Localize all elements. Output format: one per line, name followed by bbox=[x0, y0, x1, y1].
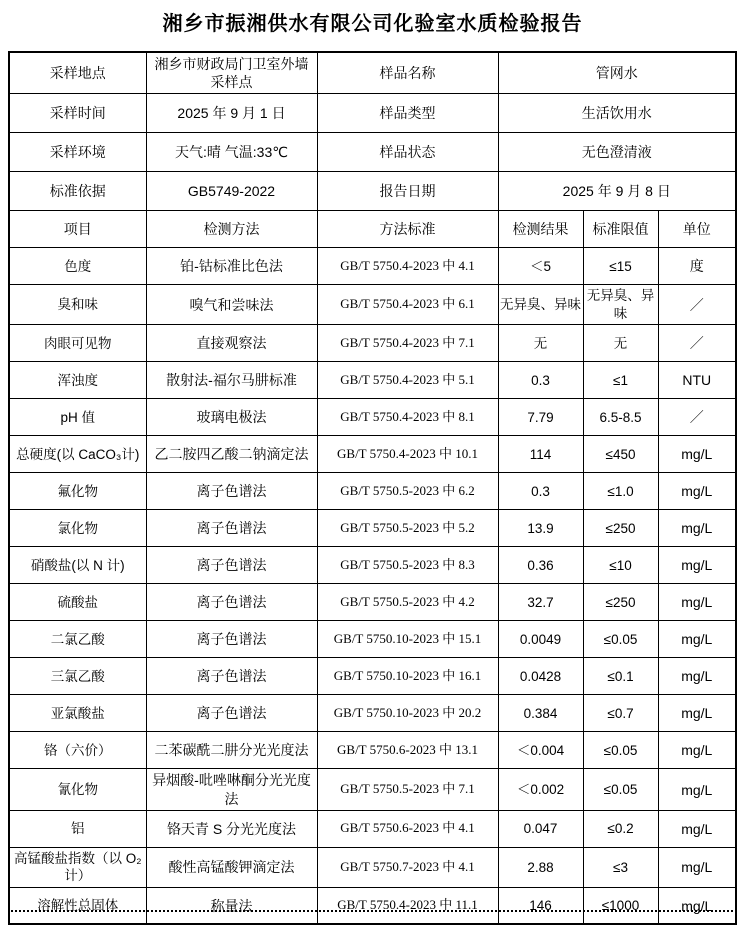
info-section bbox=[9, 52, 736, 248]
cell-item: 溶解性总固体 bbox=[9, 887, 146, 924]
cell-method: 离子色谱法 bbox=[146, 473, 317, 510]
table-row bbox=[9, 769, 736, 810]
cell-item: 二氯乙酸 bbox=[9, 621, 146, 658]
table-row bbox=[9, 510, 736, 547]
cell-standard: GB/T 5750.5-2023 中 6.2 bbox=[317, 473, 498, 510]
cell-item: 臭和味 bbox=[9, 285, 146, 325]
info-row bbox=[9, 133, 736, 172]
cell-method: 称量法 bbox=[146, 887, 317, 924]
cell-limit: ≤10 bbox=[583, 547, 658, 584]
cell-limit: ≤0.1 bbox=[583, 658, 658, 695]
cell-item: 氯化物 bbox=[9, 510, 146, 547]
table-row bbox=[9, 399, 736, 436]
table-row bbox=[9, 547, 736, 584]
cell-limit: ≤0.05 bbox=[583, 621, 658, 658]
cell-method: 离子色谱法 bbox=[146, 547, 317, 584]
cell-unit: mg/L bbox=[658, 732, 736, 769]
cell-item: 三氯乙酸 bbox=[9, 658, 146, 695]
cell-limit: ≤250 bbox=[583, 510, 658, 547]
info-value-report-date: 2025 年 9 月 8 日 bbox=[498, 172, 736, 211]
cell-method: 离子色谱法 bbox=[146, 584, 317, 621]
cell-standard: GB/T 5750.4-2023 中 7.1 bbox=[317, 325, 498, 362]
cell-standard: GB/T 5750.6-2023 中 13.1 bbox=[317, 732, 498, 769]
info-label-sampling-time: 采样时间 bbox=[9, 94, 146, 133]
column-header-row bbox=[9, 211, 736, 248]
info-value-sampling-time: 2025 年 9 月 1 日 bbox=[146, 94, 317, 133]
cell-standard: GB/T 5750.4-2023 中 11.1 bbox=[317, 887, 498, 924]
info-label-sampling-environment: 采样环境 bbox=[9, 133, 146, 172]
cell-method: 异烟酸-吡唑啉酮分光光度法 bbox=[146, 769, 317, 810]
cell-result: 0.384 bbox=[498, 695, 583, 732]
cell-result: 0.3 bbox=[498, 362, 583, 399]
cell-item: pH 值 bbox=[9, 399, 146, 436]
cell-method: 铂-钴标准比色法 bbox=[146, 248, 317, 285]
cell-limit: ≤250 bbox=[583, 584, 658, 621]
cell-item: 铝 bbox=[9, 810, 146, 847]
info-value-sample-name: 管网水 bbox=[498, 52, 736, 94]
cell-method: 嗅气和尝味法 bbox=[146, 285, 317, 325]
cell-item: 铬（六价） bbox=[9, 732, 146, 769]
cell-result: 146 bbox=[498, 887, 583, 924]
cell-limit: 无异臭、异味 bbox=[583, 285, 658, 325]
cell-unit: mg/L bbox=[658, 436, 736, 473]
info-label-report-date: 报告日期 bbox=[317, 172, 498, 211]
cell-method: 铬天青 S 分光光度法 bbox=[146, 810, 317, 847]
table-row bbox=[9, 473, 736, 510]
table-row bbox=[9, 732, 736, 769]
column-header-result: 检测结果 bbox=[498, 211, 583, 248]
table-row bbox=[9, 621, 736, 658]
info-value-sampling-environment: 天气:晴 气温:33℃ bbox=[146, 133, 317, 172]
cell-limit: ≤3 bbox=[583, 847, 658, 887]
info-value-sample-type: 生活饮用水 bbox=[498, 94, 736, 133]
cell-unit: mg/L bbox=[658, 887, 736, 924]
cell-standard: GB/T 5750.10-2023 中 15.1 bbox=[317, 621, 498, 658]
cell-unit: mg/L bbox=[658, 510, 736, 547]
cell-method: 玻璃电极法 bbox=[146, 399, 317, 436]
column-header-unit: 单位 bbox=[658, 211, 736, 248]
info-value-sample-state: 无色澄清液 bbox=[498, 133, 736, 172]
cell-limit: ≤0.7 bbox=[583, 695, 658, 732]
table-row bbox=[9, 695, 736, 732]
cell-method: 离子色谱法 bbox=[146, 621, 317, 658]
cell-limit: ≤450 bbox=[583, 436, 658, 473]
cell-limit: ≤0.2 bbox=[583, 810, 658, 847]
cell-item: 亚氯酸盐 bbox=[9, 695, 146, 732]
table-row bbox=[9, 325, 736, 362]
cell-item: 硝酸盐(以 N 计) bbox=[9, 547, 146, 584]
cell-method: 离子色谱法 bbox=[146, 658, 317, 695]
cell-result: 2.88 bbox=[498, 847, 583, 887]
info-label-sample-name: 样品名称 bbox=[317, 52, 498, 94]
cell-unit: NTU bbox=[658, 362, 736, 399]
cell-unit: mg/L bbox=[658, 473, 736, 510]
cell-unit: mg/L bbox=[658, 847, 736, 887]
info-value-standard-basis: GB5749-2022 bbox=[146, 172, 317, 211]
cell-limit: ≤0.05 bbox=[583, 732, 658, 769]
info-label-sample-type: 样品类型 bbox=[317, 94, 498, 133]
cell-standard: GB/T 5750.4-2023 中 6.1 bbox=[317, 285, 498, 325]
table-row bbox=[9, 436, 736, 473]
cell-item: 氰化物 bbox=[9, 769, 146, 810]
table-row bbox=[9, 887, 736, 924]
cell-result: ＜0.004 bbox=[498, 732, 583, 769]
cell-standard: GB/T 5750.4-2023 中 10.1 bbox=[317, 436, 498, 473]
cell-standard: GB/T 5750.10-2023 中 20.2 bbox=[317, 695, 498, 732]
cell-method: 离子色谱法 bbox=[146, 695, 317, 732]
table-row bbox=[9, 584, 736, 621]
cell-standard: GB/T 5750.5-2023 中 4.2 bbox=[317, 584, 498, 621]
cell-limit: ≤0.05 bbox=[583, 769, 658, 810]
table-row bbox=[9, 285, 736, 325]
cell-unit: mg/L bbox=[658, 658, 736, 695]
cell-unit: mg/L bbox=[658, 810, 736, 847]
table-row bbox=[9, 658, 736, 695]
cell-method: 直接观察法 bbox=[146, 325, 317, 362]
cell-standard: GB/T 5750.5-2023 中 7.1 bbox=[317, 769, 498, 810]
cell-method: 二苯碳酰二肼分光光度法 bbox=[146, 732, 317, 769]
info-row bbox=[9, 172, 736, 211]
cell-item: 氟化物 bbox=[9, 473, 146, 510]
info-row bbox=[9, 52, 736, 94]
cell-standard: GB/T 5750.4-2023 中 5.1 bbox=[317, 362, 498, 399]
page-break-dotted-line bbox=[8, 910, 737, 912]
cell-unit: mg/L bbox=[658, 769, 736, 810]
report-table bbox=[8, 51, 737, 925]
cell-result: ＜5 bbox=[498, 248, 583, 285]
cell-standard: GB/T 5750.4-2023 中 8.1 bbox=[317, 399, 498, 436]
cell-item: 肉眼可见物 bbox=[9, 325, 146, 362]
cell-result: 7.79 bbox=[498, 399, 583, 436]
cell-unit: mg/L bbox=[658, 695, 736, 732]
cell-limit: ≤1.0 bbox=[583, 473, 658, 510]
info-label-sample-state: 样品状态 bbox=[317, 133, 498, 172]
cell-unit: mg/L bbox=[658, 621, 736, 658]
column-header-method: 检测方法 bbox=[146, 211, 317, 248]
info-label-standard-basis: 标准依据 bbox=[9, 172, 146, 211]
cell-method: 乙二胺四乙酸二钠滴定法 bbox=[146, 436, 317, 473]
cell-method: 酸性高锰酸钾滴定法 bbox=[146, 847, 317, 887]
cell-unit: mg/L bbox=[658, 547, 736, 584]
cell-standard: GB/T 5750.5-2023 中 8.3 bbox=[317, 547, 498, 584]
cell-result: 13.9 bbox=[498, 510, 583, 547]
cell-result: 0.047 bbox=[498, 810, 583, 847]
cell-method: 散射法-福尔马肼标准 bbox=[146, 362, 317, 399]
cell-item: 硫酸盐 bbox=[9, 584, 146, 621]
table-row bbox=[9, 362, 736, 399]
table-row bbox=[9, 248, 736, 285]
cell-unit: ／ bbox=[658, 285, 736, 325]
cell-result: 0.36 bbox=[498, 547, 583, 584]
info-label-sampling-location: 采样地点 bbox=[9, 52, 146, 94]
cell-unit: mg/L bbox=[658, 584, 736, 621]
cell-result: 0.3 bbox=[498, 473, 583, 510]
cell-unit: ／ bbox=[658, 325, 736, 362]
cell-limit: ≤1000 bbox=[583, 887, 658, 924]
cell-limit: 无 bbox=[583, 325, 658, 362]
column-header-limit: 标准限值 bbox=[583, 211, 658, 248]
cell-result: 32.7 bbox=[498, 584, 583, 621]
cell-method: 离子色谱法 bbox=[146, 510, 317, 547]
table-row bbox=[9, 810, 736, 847]
cell-result: 114 bbox=[498, 436, 583, 473]
cell-result: 无 bbox=[498, 325, 583, 362]
column-header-standard: 方法标准 bbox=[317, 211, 498, 248]
report-title: 湘乡市振湘供水有限公司化验室水质检验报告 bbox=[162, 13, 583, 35]
table-row bbox=[9, 847, 736, 887]
cell-limit: ≤1 bbox=[583, 362, 658, 399]
cell-item: 总硬度(以 CaCO₃计) bbox=[9, 436, 146, 473]
cell-standard: GB/T 5750.10-2023 中 16.1 bbox=[317, 658, 498, 695]
cell-item: 浑浊度 bbox=[9, 362, 146, 399]
cell-item: 色度 bbox=[9, 248, 146, 285]
cell-limit: ≤15 bbox=[583, 248, 658, 285]
cell-result: ＜0.002 bbox=[498, 769, 583, 810]
cell-result: 0.0049 bbox=[498, 621, 583, 658]
column-header-item: 项目 bbox=[9, 211, 146, 248]
cell-unit: 度 bbox=[658, 248, 736, 285]
results-body bbox=[9, 248, 736, 925]
cell-result: 无异臭、异味 bbox=[498, 285, 583, 325]
cell-result: 0.0428 bbox=[498, 658, 583, 695]
cell-standard: GB/T 5750.6-2023 中 4.1 bbox=[317, 810, 498, 847]
cell-limit: 6.5-8.5 bbox=[583, 399, 658, 436]
cell-item: 高锰酸盐指数（以 O₂计） bbox=[9, 847, 146, 887]
cell-standard: GB/T 5750.7-2023 中 4.1 bbox=[317, 847, 498, 887]
info-value-sampling-location: 湘乡市财政局门卫室外墙采样点 bbox=[146, 52, 317, 94]
cell-unit: ／ bbox=[658, 399, 736, 436]
cell-standard: GB/T 5750.5-2023 中 5.2 bbox=[317, 510, 498, 547]
cell-standard: GB/T 5750.4-2023 中 4.1 bbox=[317, 248, 498, 285]
info-row bbox=[9, 94, 736, 133]
